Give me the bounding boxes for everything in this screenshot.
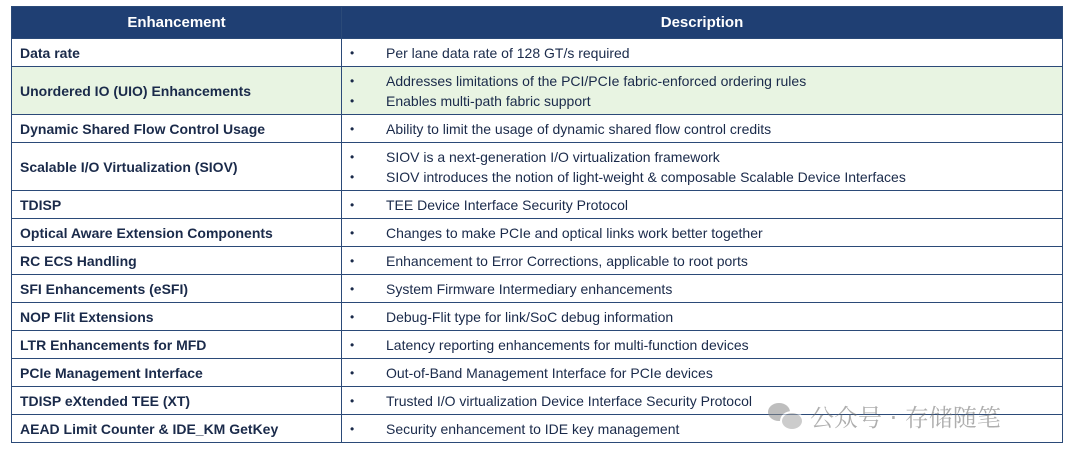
bullet-text: Enables multi-path fabric support bbox=[386, 92, 591, 109]
bullet-icon: • bbox=[350, 149, 355, 164]
bullet-icon: • bbox=[350, 421, 355, 436]
bullet-list bbox=[342, 276, 1062, 302]
bullet-icon: • bbox=[350, 73, 355, 88]
enhancement-description bbox=[342, 219, 1063, 247]
enhancement-name: TDISP eXtended TEE (XT) bbox=[12, 387, 342, 415]
bullet-list bbox=[342, 192, 1062, 218]
list-item bbox=[342, 147, 1062, 167]
bullet-text: Addresses limitations of the PCI/PCIe fabric-enforced ordering rules bbox=[386, 72, 807, 89]
table-row bbox=[12, 331, 1063, 359]
table-row bbox=[12, 303, 1063, 331]
enhancement-name: Scalable I/O Virtualization (SIOV) bbox=[12, 143, 342, 191]
bullet-text: Per lane data rate of 128 GT/s required bbox=[386, 44, 630, 61]
bullet-icon: • bbox=[350, 225, 355, 240]
bullet-text: Debug-Flit type for link/SoC debug information bbox=[386, 308, 674, 325]
enhancement-description bbox=[342, 275, 1063, 303]
table-row bbox=[12, 143, 1063, 191]
enhancement-description bbox=[342, 115, 1063, 143]
enhancement-name: AEAD Limit Counter & IDE_KM GetKey bbox=[12, 415, 342, 443]
bullet-icon: • bbox=[350, 393, 355, 408]
enhancement-description bbox=[342, 143, 1063, 191]
table-row bbox=[12, 115, 1063, 143]
table-row bbox=[12, 219, 1063, 247]
list-item bbox=[342, 307, 1062, 327]
bullet-text: Ability to limit the usage of dynamic shared flow control credits bbox=[386, 120, 772, 137]
list-item bbox=[342, 71, 1062, 91]
enhancement-name: RC ECS Handling bbox=[12, 247, 342, 275]
table-row bbox=[12, 359, 1063, 387]
table-row bbox=[12, 415, 1063, 443]
enhancement-description bbox=[342, 387, 1063, 415]
bullet-icon: • bbox=[350, 281, 355, 296]
list-item bbox=[342, 279, 1062, 299]
bullet-text: TEE Device Interface Security Protocol bbox=[386, 196, 628, 213]
bullet-list bbox=[342, 332, 1062, 358]
bullet-icon: • bbox=[350, 45, 355, 60]
enhancement-name: Optical Aware Extension Components bbox=[12, 219, 342, 247]
bullet-text: Trusted I/O virtualization Device Interface Security Protocol bbox=[386, 392, 752, 409]
bullet-icon: • bbox=[350, 365, 355, 380]
bullet-text: SIOV is a next-generation I/O virtualization framework bbox=[386, 148, 720, 165]
enhancement-name: SFI Enhancements (eSFI) bbox=[12, 275, 342, 303]
bullet-icon: • bbox=[350, 337, 355, 352]
enhancement-description bbox=[342, 331, 1063, 359]
bullet-text: System Firmware Intermediary enhancements bbox=[386, 280, 673, 297]
table-row bbox=[12, 275, 1063, 303]
enhancement-description bbox=[342, 39, 1063, 67]
table-body bbox=[12, 39, 1063, 443]
table-row bbox=[12, 191, 1063, 219]
list-item bbox=[342, 223, 1062, 243]
list-item bbox=[342, 43, 1062, 63]
enhancement-name: Unordered IO (UIO) Enhancements bbox=[12, 67, 342, 115]
header-description: Description bbox=[342, 7, 1063, 39]
bullet-text: Enhancement to Error Corrections, applicable to root ports bbox=[386, 252, 748, 269]
bullet-icon: • bbox=[350, 93, 355, 108]
enhancement-name: TDISP bbox=[12, 191, 342, 219]
bullet-list bbox=[342, 144, 1062, 190]
bullet-icon: • bbox=[350, 121, 355, 136]
table-header-row bbox=[12, 7, 1063, 39]
list-item bbox=[342, 251, 1062, 271]
bullet-icon: • bbox=[350, 309, 355, 324]
enhancement-description bbox=[342, 247, 1063, 275]
list-item bbox=[342, 363, 1062, 383]
list-item bbox=[342, 91, 1062, 111]
table-row bbox=[12, 387, 1063, 415]
bullet-list bbox=[342, 68, 1062, 114]
header-enhancement: Enhancement bbox=[12, 7, 342, 39]
enhancement-description bbox=[342, 303, 1063, 331]
bullet-text: Security enhancement to IDE key management bbox=[386, 420, 680, 437]
bullet-text: Changes to make PCIe and optical links work better together bbox=[386, 224, 763, 241]
enhancements-table bbox=[11, 6, 1063, 443]
list-item bbox=[342, 419, 1062, 439]
enhancement-description bbox=[342, 415, 1063, 443]
enhancement-description bbox=[342, 67, 1063, 115]
bullet-list bbox=[342, 360, 1062, 386]
bullet-text: SIOV introduces the notion of light-weight & composable Scalable Device Interfaces bbox=[386, 168, 906, 185]
bullet-list bbox=[342, 116, 1062, 142]
table-row bbox=[12, 39, 1063, 67]
enhancement-name: NOP Flit Extensions bbox=[12, 303, 342, 331]
bullet-icon: • bbox=[350, 197, 355, 212]
enhancement-name: PCIe Management Interface bbox=[12, 359, 342, 387]
bullet-icon: • bbox=[350, 169, 355, 184]
bullet-list bbox=[342, 416, 1062, 442]
bullet-list bbox=[342, 304, 1062, 330]
table-row bbox=[12, 247, 1063, 275]
bullet-list bbox=[342, 40, 1062, 66]
bullet-icon: • bbox=[350, 253, 355, 268]
enhancement-description bbox=[342, 359, 1063, 387]
table-row bbox=[12, 67, 1063, 115]
enhancement-description bbox=[342, 191, 1063, 219]
bullet-list bbox=[342, 220, 1062, 246]
watermark-text: 公众号 · 存储随笔 bbox=[810, 404, 1001, 432]
list-item bbox=[342, 195, 1062, 215]
enhancement-name: Data rate bbox=[12, 39, 342, 67]
list-item bbox=[342, 391, 1062, 411]
list-item bbox=[342, 335, 1062, 355]
bullet-list bbox=[342, 388, 1062, 414]
list-item bbox=[342, 167, 1062, 187]
enhancement-name: LTR Enhancements for MFD bbox=[12, 331, 342, 359]
enhancement-name: Dynamic Shared Flow Control Usage bbox=[12, 115, 342, 143]
bullet-text: Out-of-Band Management Interface for PCIe devices bbox=[386, 364, 713, 381]
bullet-text: Latency reporting enhancements for multi-function devices bbox=[386, 336, 749, 353]
list-item bbox=[342, 119, 1062, 139]
bullet-list bbox=[342, 248, 1062, 274]
